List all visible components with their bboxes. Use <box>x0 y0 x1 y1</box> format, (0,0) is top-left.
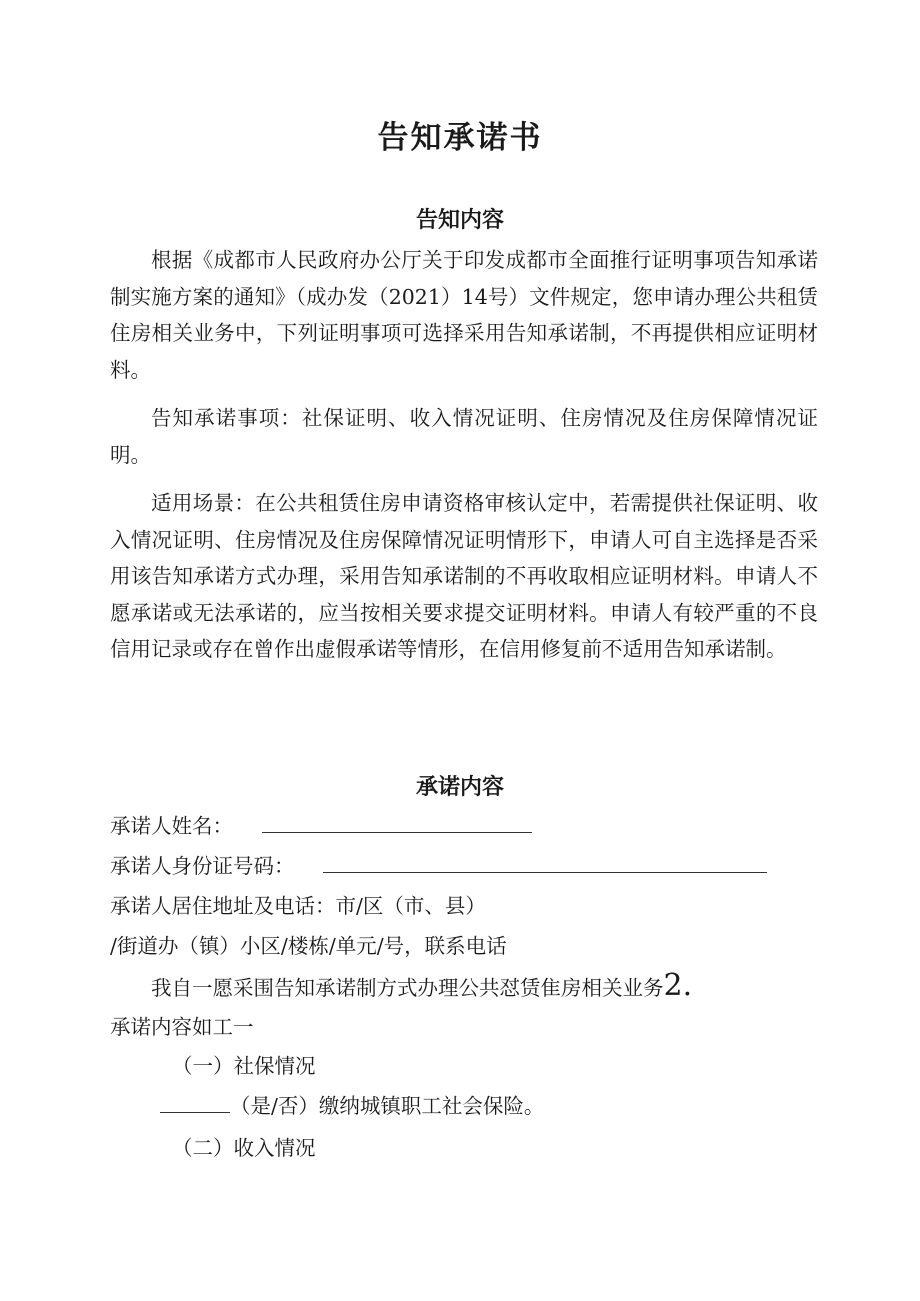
address-line-2: /街道办（镇）小区/楼栋/单元/号，联系电话 <box>110 934 507 958</box>
document-title: 告知承诺书 <box>377 120 543 156</box>
statement-line-2: 承诺内容如工一 <box>110 1015 254 1039</box>
statement-text: 我自一愿采围告知承诺制方式办理公共怼赁隹房相关业务 <box>151 976 664 1000</box>
name-label: 承诺人姓名： <box>110 814 233 838</box>
statement-row <box>151 968 692 1006</box>
id-row <box>110 848 767 884</box>
notice-paragraph-2: 告知承诺事项：社保证明、收入情况证明、住房情况及住房保障情况证明。 <box>110 406 818 467</box>
notice-heading: 告知内容 <box>415 208 504 233</box>
address-label: 承诺人居住地址及电话：市/区（市、县） <box>110 894 486 918</box>
name-row <box>110 808 532 844</box>
name-blank-line[interactable] <box>262 810 532 833</box>
item-1-text: （是/否）缴纳城镇职工社会保险。 <box>230 1094 545 1118</box>
statement-mark: 2. <box>663 968 693 1003</box>
item-2-heading: （二）收入情况 <box>172 1136 316 1160</box>
item-1-blank-line[interactable] <box>160 1090 230 1113</box>
id-label: 承诺人身份证号码： <box>110 854 295 878</box>
notice-paragraph-3: 适用场景：在公共租赁住房申请资格审核认定中，若需提供社保证明、收入情况证明、住房情况及住房保障情况证明情形下，申请人可自主选择是否采用该告知承诺方式办理，采用告知承诺制的不再收取相应证明材料。申请人不愿承诺或无法承诺的，应当按相关要求提交证明材料。申请人有较严重的不良信用记录或存在曾作出虚假承诺等情形，在信用修复前不适用告知承诺制。 <box>110 491 818 661</box>
item-1-row <box>160 1088 544 1124</box>
item-1-heading: （一）社保情况 <box>172 1054 316 1078</box>
notice-paragraph-1: 根据《成都市人民政府办公厅关于印发成都市全面推行证明事项告知承诺制实施方案的通知》（成办发（2021）14号）文件规定，您申请办理公共租赁住房相关业务中，下列证明事项可选择采用告知承诺制，不再提供相应证明材料。 <box>110 248 818 382</box>
commitment-heading: 承诺内容 <box>415 775 504 800</box>
id-blank-line[interactable] <box>323 850 767 873</box>
